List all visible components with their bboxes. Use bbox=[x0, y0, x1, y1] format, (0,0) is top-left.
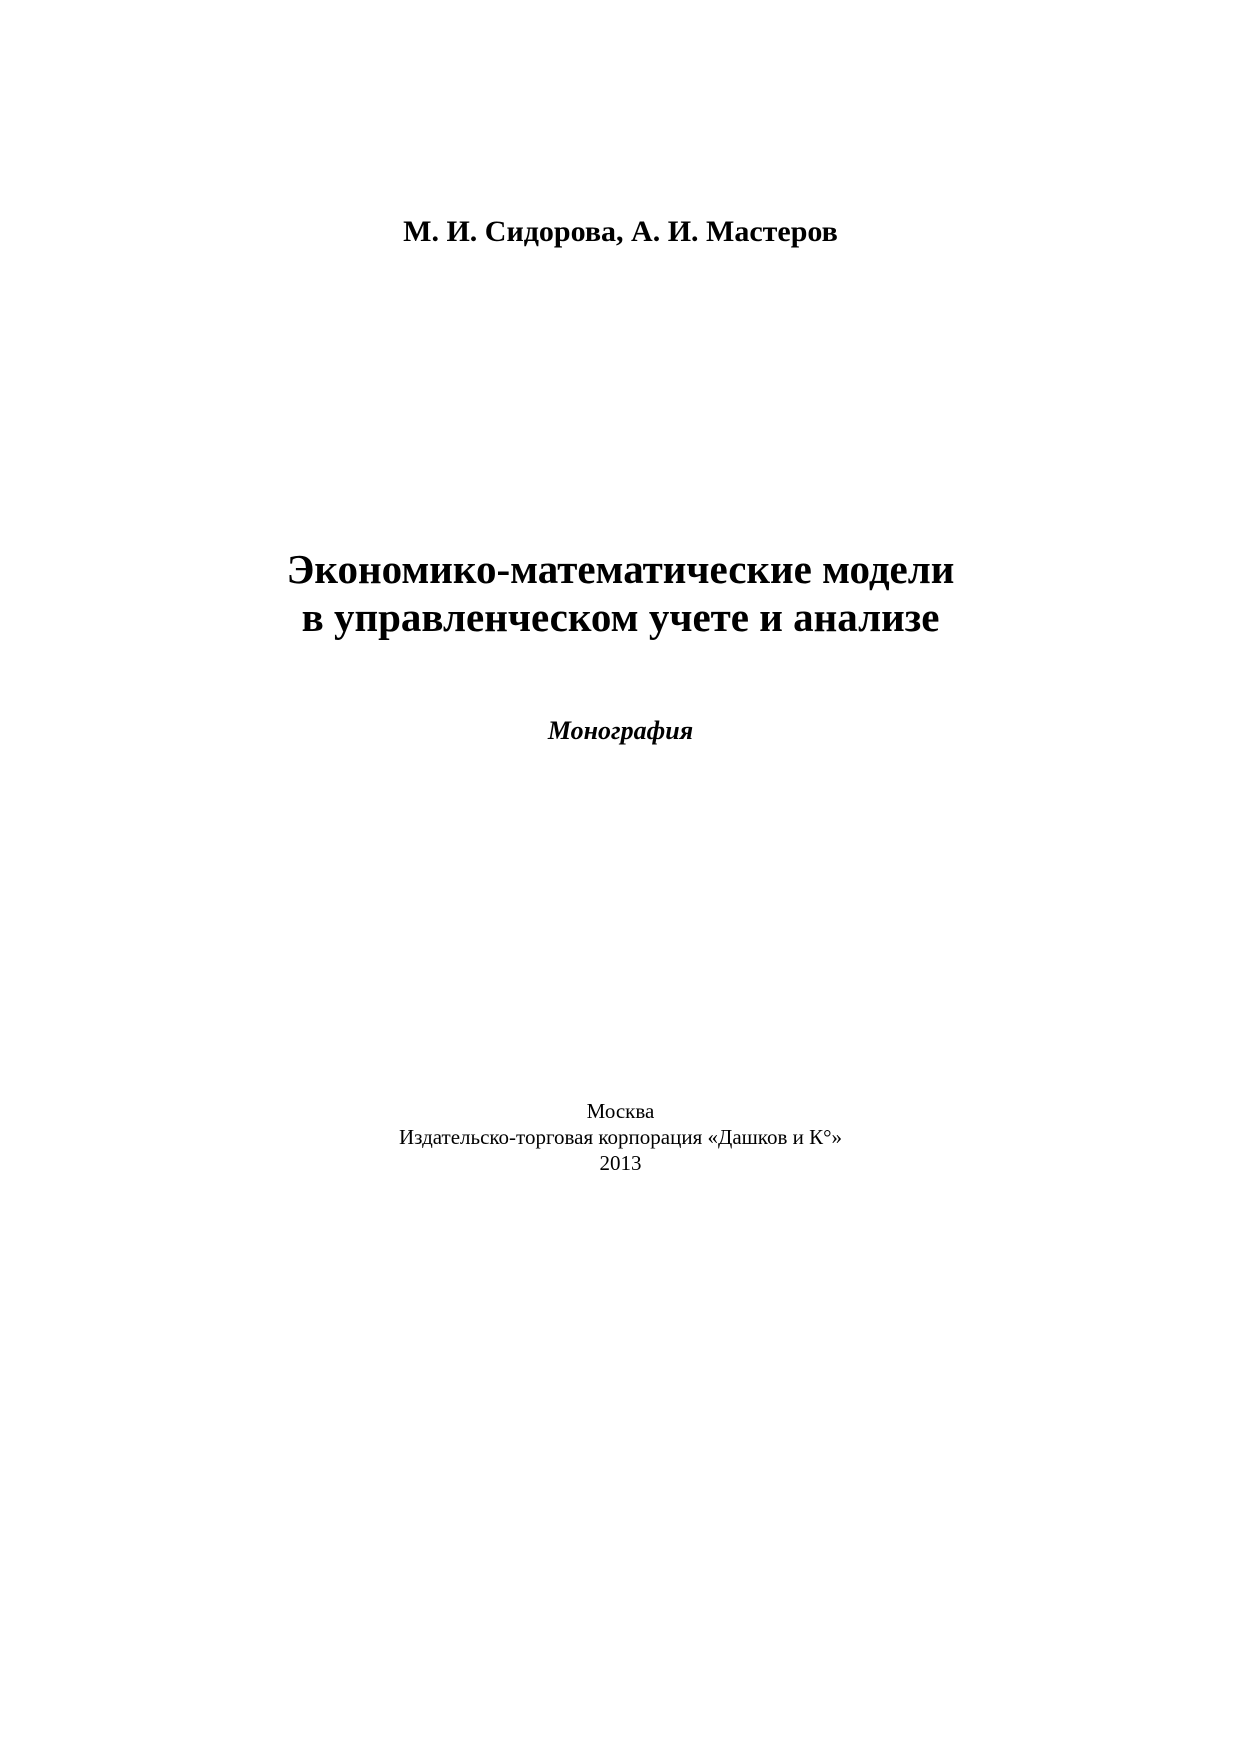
book-type: Монография bbox=[547, 716, 694, 745]
imprint-publisher: Издательско-торговая корпорация «Дашков и К°» bbox=[399, 1125, 842, 1149]
imprint bbox=[0, 1098, 1241, 1176]
imprint-city: Москва bbox=[586, 1099, 655, 1123]
authors: М. И. Сидорова, А. И. Мастеров bbox=[403, 215, 838, 248]
imprint-year: 2013 bbox=[599, 1151, 642, 1175]
book-title bbox=[0, 545, 1241, 641]
book-title-line-1: Экономико-математические модели bbox=[286, 546, 955, 592]
book-title-line-2: в управленческом учете и анализе bbox=[301, 594, 940, 640]
